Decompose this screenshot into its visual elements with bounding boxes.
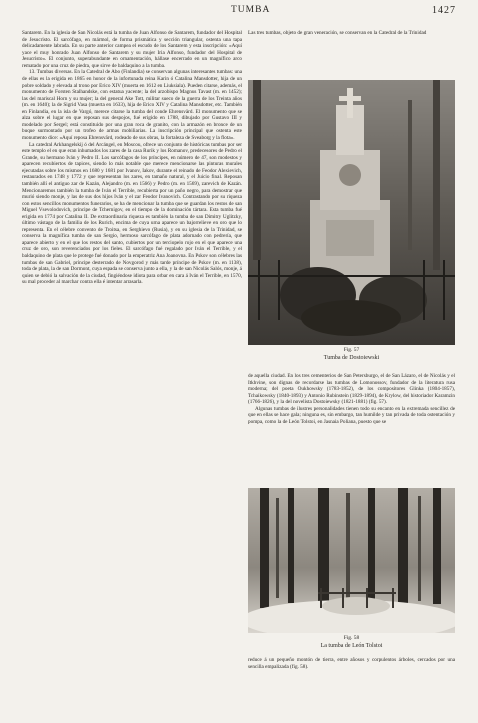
figure-tolstoi xyxy=(248,488,455,656)
paragraph-continuation: Las tres tumbas, objeto de gran veneración, se conservan en la Catedral de la Trinidad xyxy=(248,30,427,36)
figure-number: Fig. 57 xyxy=(343,347,360,353)
photo-tolstoi-grave xyxy=(248,488,455,633)
photo-dostoiewski-tomb xyxy=(248,80,455,345)
paragraph-tumbas-diversas: 13. Tumbas diversas. En la Catedral de Abo (Finlandia) se conservan algunas interesantes tumbas: una de ellas es la erigida en 1865 en honor de la infortunada reina Karin ó Catalina Mansdotter, hija de un pobre soldado y elevada al trono por Erico XIV (muerta en 1612 en Liuksiala). Pueden citarse, además, el monumento de Forsten Stalhandske, con estatua yacente; la del arzobispo Magnus Tavast (m. en 1452); las del mariscal Horn y su mujer; la del general Ake Tott, militar sueco de la guerra de los Treinta años (m. en 1640); la de Sigrid Vasa (muerta en 1633), hija de Erico XIV y Catalina Mansdotter, etc. También en Finlandia, en la isla de Vargó, merece citarse la tumba del conde Ehrensvärd. El monumento que se alza sobre el lugar en que reposan sus despojos, fué erigido en 1788, dibujado por Gustavo III y modelado por Sergel; está constituido por una gran roca de granito, con la armazón en bronce de un buque surmontado por un trofeo de armas mobiliarias. La inscripción principal que ostenta este monumento dice: «Aquí reposa Ehrensvärd, rodeado de sus obras, la fortaleza de Sveaborg y la flota». xyxy=(22,69,242,141)
left-column xyxy=(22,30,242,715)
figure-dostoiewski xyxy=(248,80,455,370)
paragraph-cementerios: de aquella ciudad. En los tres cementerios de San Petersburgo, el de San Lázaro, el de Nicolás y el Itkhvine, son dignas de recordarse las tumbas de Lomonossov, fundador de la literatura rusa moderna; del poeta Oukhowsky (1783-1852), de los compositores Glinka (1804-1857), Tchaikowsky (1840-1893) y Antonio Rubinstein (1829-1894), de Krylow, del historiador Karamzin (1766-1826), y la del novelista Dostoiewsky (1821-1881) (fig. 57). xyxy=(248,373,455,406)
figure-caption: La tumba de León Tolstoi xyxy=(320,643,383,649)
figure-number: Fig. 58 xyxy=(343,635,360,641)
paragraph-tumbas-sencillas: Algunas tumbas de ilustres personalidades tienen todo su encanto en la extremada sencillez de que en ellas se hace gala; ninguna es, sin embargo, tan humilde y tan privada de toda ostentación y pompa, como la de León Tolstoi, en Jasnaia Poliana, puesto que se xyxy=(248,405,455,426)
page-number: 1427 xyxy=(432,5,456,16)
running-head xyxy=(0,5,478,19)
paragraph-santarem: Santarem. En la iglesia de San Nicolás está la tumba de Juan Alfonso de Santarem, fundador del Hospital de Jesucristo. El sarcófago, en mármol, de forma prismática y sección triangular, ostenta una tapa delicadamente labrada. En su parte anterior campea el escudo de los Santarem y esta inscripción: «Aquí yace el muy honrado Juan Alfonso de Santarem y su mujer Iria Alfonso, fundador del Hospital de Jesucristo». El conjunto, superabundante en ornamentación, hállase encerrado en un magnífico arco rematado por una cruz de piedra, que sirve de baldaquino a la tumba. xyxy=(22,30,242,69)
right-column-middle xyxy=(248,373,455,483)
paragraph-catedral-arcangel: La catedral Arkhangelskij ó del Arcángel, en Moscou, ofrece un conjunto de históricas tumbas por ser este templo el en que eran inhumados los zares de la casa Rurik y los Romanov, predecesores de Pedro el Grande, su hermano Iván y Pedro II. Los sarcófagos de los príncipes, en número de 47, son modestos y aparecen recubiertos de tapices, siendo lo más notable que merece mencionarse las pinturas murales ejecutadas sobre los mismos en 1680 y 1681 por Ivanov, Iakov, durante el reinado de Feodor Alexievich, restaurados en 1748 y 1772 y que representan los zares, en tamaño natural, y el Juicio final. Reposan también allí el antiguo zar de Kazán, Alejandro (m. en 1566) y Pedro (m. en 1569), zarevich de Kazán. Mencionaremos también la tumba de Iván el Terrible, recubierta por un paño negro, para demostrar que murió siendo monje, y las de sus dos hijos Iván y el zar Feodor Ivanovich. Contrastando por su riqueza con estos sencillos monumentos funerarios, se ha de mencionar la tumba que se guardan los restos de san Miguel Vsevolodovich, príncipe de Tchernigov, en el tiempo de la dominación tártara. Esta tumba fué erigida en 1774 por Catalina II. De extraordinaria riqueza es también la tumba de san Dimitry Uglitzky, último vástago de la familia de los Rurich, encima de cuya urna aparece un bajorrelieve en oro que lo representa. En el célebre convento de Troitsa, en Serghievo (Rusia), y en su iglesia de la Trinidad, se conserva la magnífica tumba de san Sergio, hermoso sarcófago de plata adornado con pedrería, que aparece abierto y en el que los restos del santo, cubiertos por un terciopelo rojo en el que aparece una cruz de oro, son reverenciados por los fieles. El sarcófago fué regalado por Iván el Terrible, y el baldaquino de plata que le protege fué donado por la emperatriz Ana Joanovna. En Pskov son célebres las tumbas de san Gabriel, príncipe desterrado de Novgorod y más tarde príncipe de Pskov (m. en 1138), toda de plata, la de san Dormont, cuya espada se conserva junto a ella, y la de san Nicolás Salós, monje, á quien se debió la salvación de la ciudad, fingiéndose idiota para orbar en cara á Iván el Terrible, en 1570, su mal proceder al marchar contra ella é intentar arrasarla. xyxy=(22,141,242,286)
right-column-bottom xyxy=(248,657,455,712)
running-title: TUMBA xyxy=(231,5,271,15)
figure-caption: Tumba de Dostoiewski xyxy=(323,355,380,361)
paragraph-tolstoi: reduce á un pequeño montón de tierra, entre añosos y corpulentos árboles, cercados por una sencilla empalizada (fig. 58). xyxy=(248,657,455,670)
right-column-top xyxy=(248,30,455,78)
